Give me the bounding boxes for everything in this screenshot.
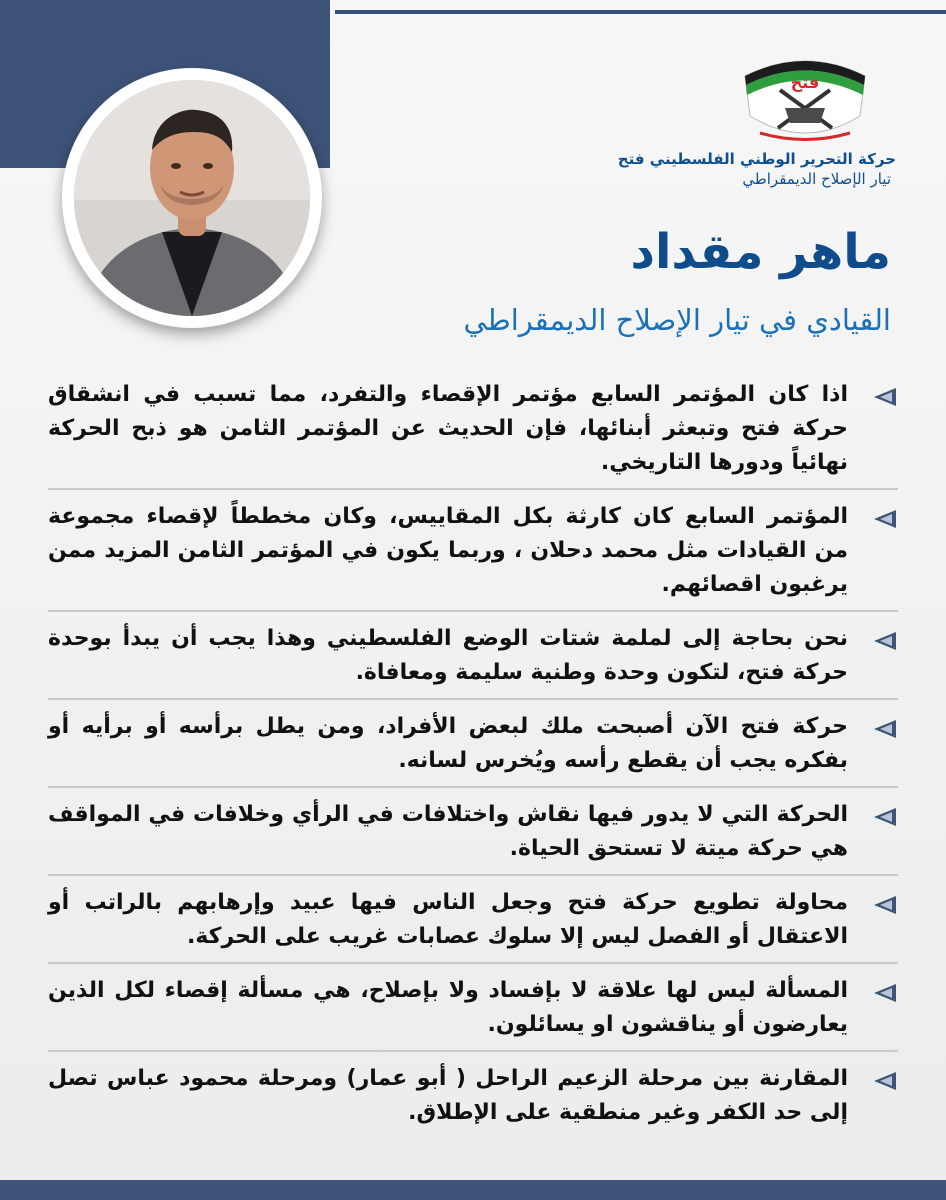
person-name: ماهر مقداد: [630, 224, 891, 280]
statement-item: [48, 622, 898, 700]
portrait-photo: [74, 80, 310, 316]
person-silhouette: [74, 80, 310, 316]
person-role: القيادي في تيار الإصلاح الديمقراطي: [463, 303, 891, 337]
bottom-bar: [0, 1180, 946, 1200]
bullet-arrow-icon: [872, 894, 898, 916]
bullet-arrow-icon: [872, 806, 898, 828]
statement-item: [48, 1062, 898, 1138]
statement-list: [48, 378, 898, 1148]
portrait-frame: [62, 68, 322, 328]
statement-text: المقارنة بين مرحلة الزعيم الراحل ( أبو عمار) ومرحلة محمود عباس تصل إلى حد الكفر وغير منطقية على الإطلاق.: [48, 1066, 848, 1125]
fatah-logo: [730, 38, 880, 148]
bullet-arrow-icon: [872, 1070, 898, 1092]
org-name: حركة التحرير الوطني الفلسطيني فتح: [617, 150, 896, 168]
statement-text: نحن بحاجة إلى لملمة شتات الوضع الفلسطيني وهذا يجب أن يبدأ بوحدة حركة فتح، لتكون وحدة وطنية سليمة ومعافاة.: [48, 626, 848, 685]
statement-text: المؤتمر السابع كان كارثة بكل المقاييس، وكان مخططاً لإقصاء مجموعة من القيادات مثل محمد دحلان ، وربما يكون في المؤتمر الثامن المزيد ممن يرغبون اقصائهم.: [48, 504, 848, 597]
statement-item: [48, 798, 898, 876]
statement-item: [48, 710, 898, 788]
statement-text: حركة فتح الآن أصبحت ملك لبعض الأفراد، ومن يطل برأسه أو برأيه أو بفكره يجب أن يقطع رأسه ويُخرس لسانه.: [48, 714, 848, 773]
bullet-arrow-icon: [872, 386, 898, 408]
statement-item: [48, 974, 898, 1052]
statement-text: محاولة تطويع حركة فتح وجعل الناس فيها عبيد وإرهابهم بالراتب أو الاعتقال أو الفصل ليس إلا سلوك عصابات غريب على الحركة.: [48, 890, 848, 949]
bullet-arrow-icon: [872, 982, 898, 1004]
statement-text: الحركة التي لا يدور فيها نقاش واختلافات في الرأي وخلافات في المواقف هي حركة ميتة لا تستحق الحياة.: [48, 802, 848, 861]
statement-item: [48, 378, 898, 490]
org-subtitle: تيار الإصلاح الديمقراطي: [742, 170, 891, 188]
bullet-arrow-icon: [872, 630, 898, 652]
bullet-arrow-icon: [872, 508, 898, 530]
statement-item: [48, 886, 898, 964]
bullet-arrow-icon: [872, 718, 898, 740]
statement-text: المسألة ليس لها علاقة لا بإفساد ولا بإصلاح، هي مسألة إقصاء لكل الذين يعارضون أو يناقشون او يسائلون.: [48, 978, 848, 1037]
top-rule: [335, 10, 946, 14]
svg-text:ﻓﺘﺢ: ﻓﺘﺢ: [790, 73, 820, 92]
statement-text: اذا كان المؤتمر السابع مؤتمر الإقصاء والتفرد، مما تسبب في انشقاق حركة فتح وتبعثر أبنائها، فإن الحديث عن المؤتمر الثامن هو ذبح الحركة نهائياً ودورها التاريخي.: [48, 382, 848, 475]
statement-item: [48, 500, 898, 612]
